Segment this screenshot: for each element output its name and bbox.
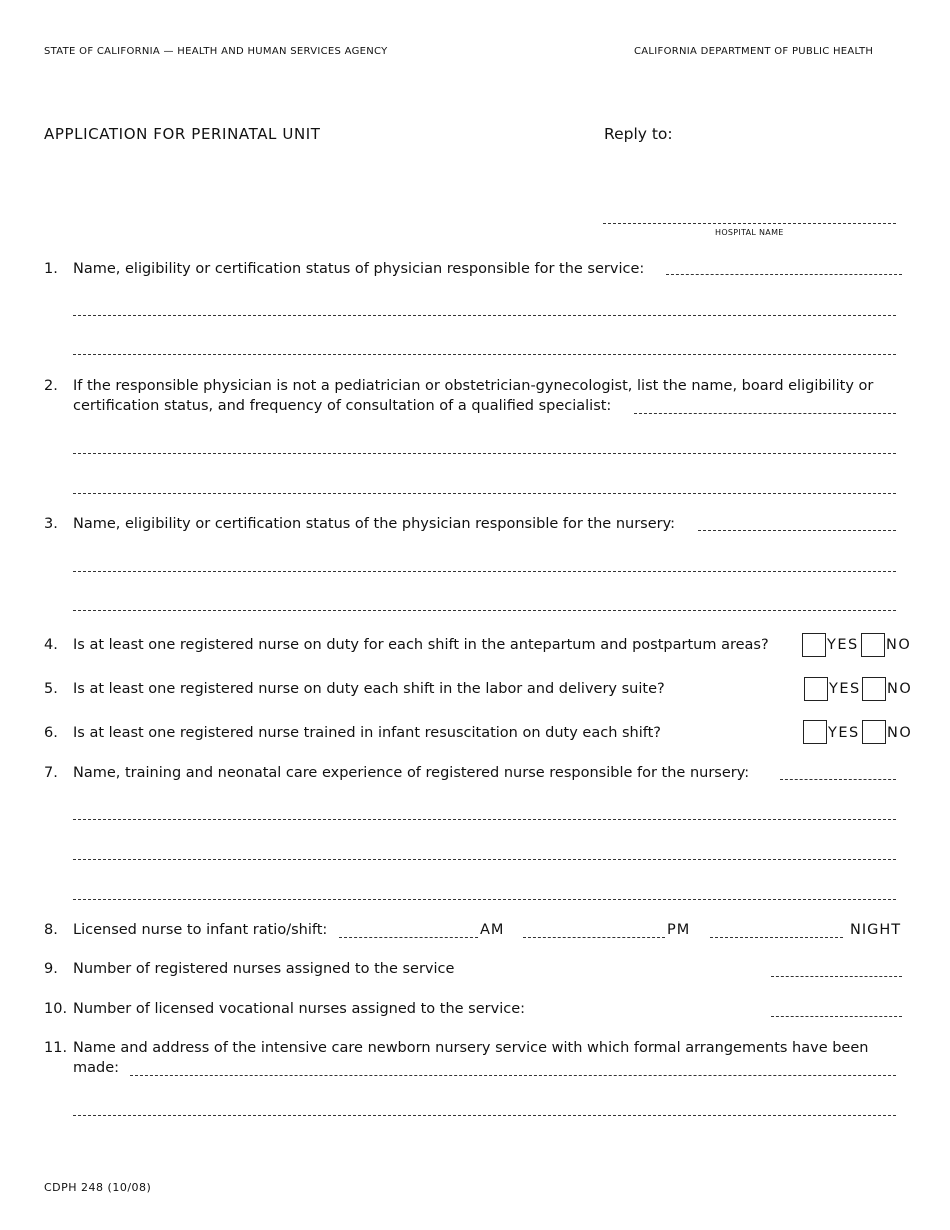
q1-answer-line[interactable]: [73, 315, 896, 316]
hospital-name-field[interactable]: [603, 223, 896, 224]
q7-answer-line[interactable]: [73, 819, 896, 820]
q7-answer-line[interactable]: [73, 899, 896, 900]
q4-no-checkbox[interactable]: [861, 633, 885, 657]
q4-yes-checkbox[interactable]: [802, 633, 826, 657]
q2-number: 2.: [44, 378, 58, 394]
q8-pm-label: PM: [667, 922, 691, 938]
q7-number: 7.: [44, 765, 58, 781]
q5-yes-label: YES: [829, 681, 861, 697]
q8-am-field[interactable]: [339, 937, 478, 938]
q11-answer-line[interactable]: [130, 1075, 896, 1076]
q11-number: 11.: [44, 1040, 68, 1056]
q10-text: Number of licensed vocational nurses assigned to the service:: [73, 1001, 526, 1017]
q5-number: 5.: [44, 681, 58, 697]
agency-header-right: CALIFORNIA DEPARTMENT OF PUBLIC HEALTH: [634, 46, 874, 57]
q11-answer-line[interactable]: [73, 1115, 896, 1116]
q8-number: 8.: [44, 922, 58, 938]
q4-no-label: NO: [886, 637, 912, 653]
q5-text: Is at least one registered nurse on duty each shift in the labor and delivery suite?: [73, 681, 665, 697]
q9-text: Number of registered nurses assigned to the service: [73, 961, 455, 977]
form-id: CDPH 248 (10/08): [44, 1181, 152, 1194]
q9-number: 9.: [44, 961, 58, 977]
q1-number: 1.: [44, 261, 58, 277]
q2-answer-line[interactable]: [73, 493, 896, 494]
q6-no-checkbox[interactable]: [862, 720, 886, 744]
q4-text: Is at least one registered nurse on duty for each shift in the antepartum and postpartum areas?: [73, 637, 769, 653]
hospital-name-caption: HOSPITAL NAME: [715, 228, 784, 237]
q2-answer-line[interactable]: [634, 413, 896, 414]
q3-answer-line[interactable]: [73, 571, 896, 572]
q8-night-field[interactable]: [710, 937, 843, 938]
q2-text-line1: If the responsible physician is not a pediatrician or obstetrician-gynecologist, list the name, board eligibility or: [73, 378, 874, 394]
q8-am-label: AM: [480, 922, 505, 938]
agency-header-left: STATE OF CALIFORNIA — HEALTH AND HUMAN SERVICES AGENCY: [44, 46, 388, 57]
q10-number: 10.: [44, 1001, 68, 1017]
q6-yes-checkbox[interactable]: [803, 720, 827, 744]
q9-answer-line[interactable]: [771, 976, 902, 977]
q2-answer-line[interactable]: [73, 453, 896, 454]
q5-no-checkbox[interactable]: [862, 677, 886, 701]
q7-answer-line[interactable]: [73, 859, 896, 860]
q3-number: 3.: [44, 516, 58, 532]
q6-text: Is at least one registered nurse trained in infant resuscitation on duty each shift?: [73, 725, 662, 741]
q1-answer-line[interactable]: [73, 354, 896, 355]
q3-answer-line[interactable]: [73, 610, 896, 611]
q11-text-line1: Name and address of the intensive care newborn nursery service with which formal arrangements have been: [73, 1040, 869, 1056]
q4-number: 4.: [44, 637, 58, 653]
q8-night-label: NIGHT: [850, 922, 902, 938]
q5-no-label: NO: [887, 681, 913, 697]
q8-pm-field[interactable]: [523, 937, 665, 938]
q1-text: Name, eligibility or certification status of physician responsible for the service:: [73, 261, 645, 277]
q3-text: Name, eligibility or certification status of the physician responsible for the nursery:: [73, 516, 676, 532]
q7-text: Name, training and neonatal care experience of registered nurse responsible for the nursery:: [73, 765, 750, 781]
q6-no-label: NO: [887, 725, 913, 741]
q6-number: 6.: [44, 725, 58, 741]
q10-answer-line[interactable]: [771, 1016, 902, 1017]
q4-yes-label: YES: [827, 637, 859, 653]
q7-answer-line[interactable]: [780, 779, 896, 780]
q8-text: Licensed nurse to infant ratio/shift:: [73, 922, 328, 938]
form-title: APPLICATION FOR PERINATAL UNIT: [44, 125, 321, 143]
q11-text-line2: made:: [73, 1060, 120, 1076]
q1-answer-line[interactable]: [666, 274, 902, 275]
reply-to-label: Reply to:: [604, 125, 673, 143]
q5-yes-checkbox[interactable]: [804, 677, 828, 701]
q6-yes-label: YES: [828, 725, 860, 741]
q3-answer-line[interactable]: [698, 530, 896, 531]
q2-text-line2: certification status, and frequency of consultation of a qualified specialist:: [73, 398, 612, 414]
